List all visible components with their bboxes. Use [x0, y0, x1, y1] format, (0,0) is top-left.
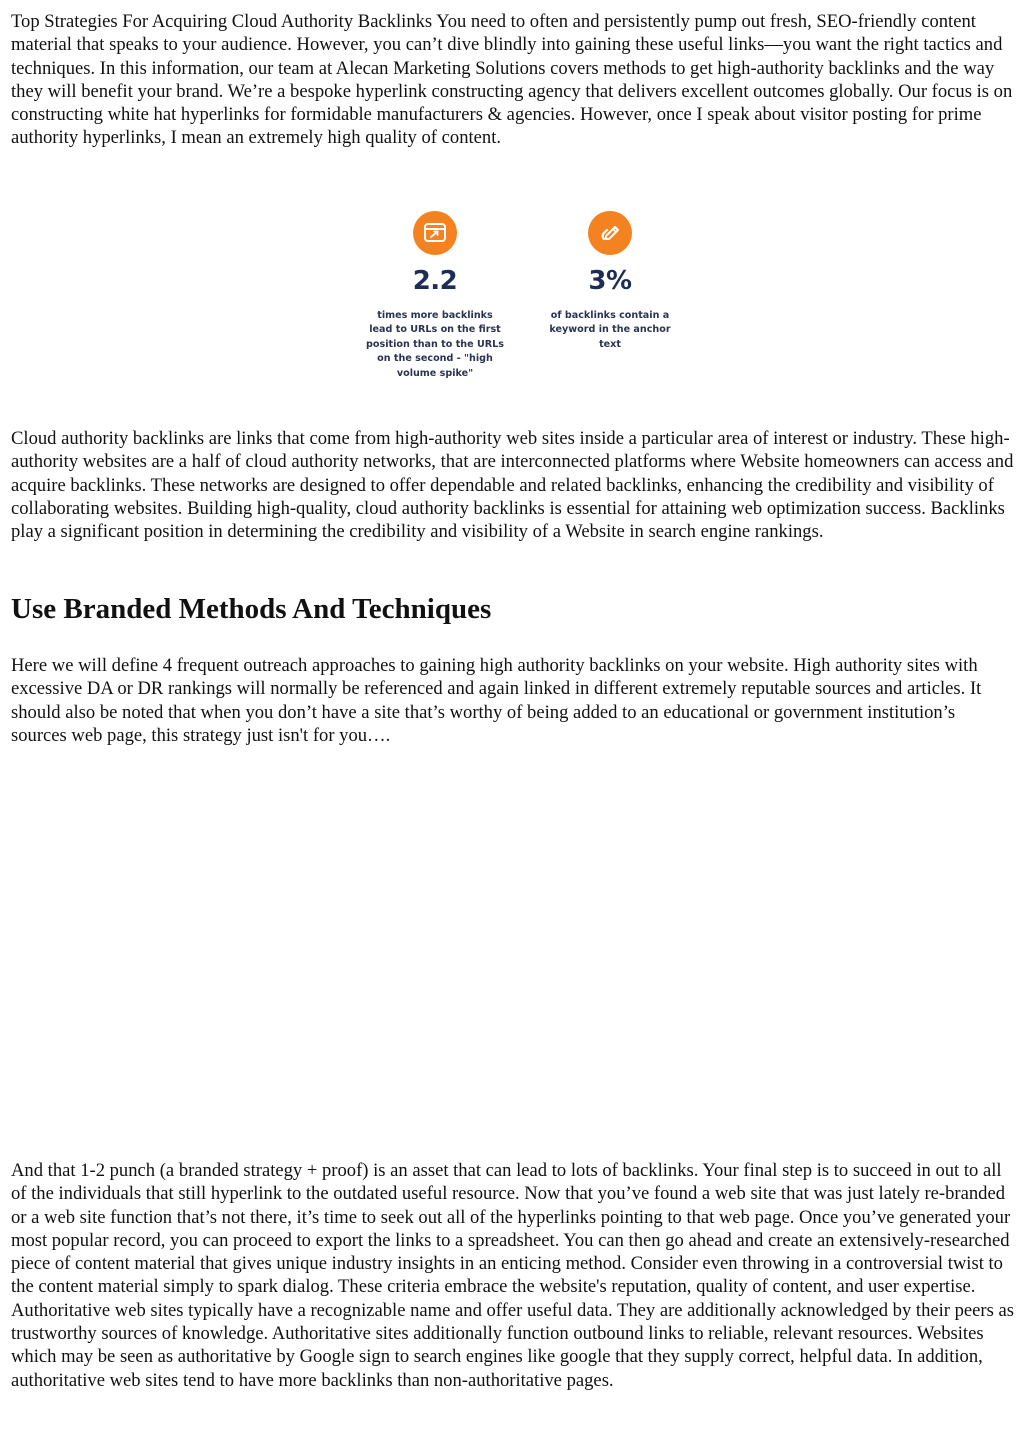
browser-link-icon: [413, 211, 457, 255]
closing-paragraph: And that 1-2 punch (a branded strategy + proof) is an asset that can lead to lots of backlinks. Your final step is to succeed in out to all of the individuals that still hyperlink to the outdated useful resource. Now that you’ve found a web site that was just lately re-branded or a web site function that’s not there, it’s time to seek out all of the hyperlinks pointing to that web page. Once you’ve generated your most popular record, you can proceed to export the links to a spreadsheet. You can then go ahead and create an extensively-researched piece of content material that gives unique industry insights in an enticing method. Consider even throwing in a controversial twist to the content material simply to spark dialog. These criteria embrace the website's reputation, quality of content, and user expertise. Authoritative web sites typically have a recognizable name and offer useful data. They are additionally acknowledged by their peers as trustworthy sources of knowledge. Authoritative sites additionally function outbound links to reliable, relevant resources. Websites which may be seen as authoritative by Google sign to search engines like google that they supply correct, helpful data. In addition, authoritative web sites tend to have more backlinks than non-authoritative pages.: [11, 1160, 1015, 1391]
section-heading: Use Branded Methods And Techniques: [11, 593, 492, 625]
stat-value: 2.2: [412, 266, 458, 296]
stat-keyword-anchor: [535, 205, 685, 352]
intro-paragraph: Top Strategies For Acquiring Cloud Authority Backlinks You need to often and persistently pump out fresh, SEO-friendly content material that speaks to your audience. However, you can’t dive blindly into gaining these useful links—you want the right tactics and techniques. In this information, our team at Alecan Marketing Solutions covers methods to get high-authority backlinks and the way they will benefit your brand. We’re a bespoke hyperlink constructing agency that delivers excellent outcomes globally. Our focus is on constructing white hat hyperlinks for formidable manufacturers & agencies. However, once I speak about visitor posting for prime authority hyperlinks, I mean an extremely high quality of content.: [11, 11, 1013, 149]
outreach-paragraph: Here we will define 4 frequent outreach approaches to gaining high authority backlinks on your website. High authority sites with excessive DA or DR rankings will normally be referenced and again linked in different extremely reputable sources and articles. It should also be noted that when you don’t have a site that’s worthy of being added to an educational or government institution’s sources web page, this strategy just isn't for you….: [11, 655, 982, 746]
stat-value: 3%: [588, 266, 632, 296]
stat-caption: times more backlinks lead to URLs on the first position than to the URLs on the second - "high volume spike": [366, 310, 504, 379]
stats-figure: [351, 205, 691, 390]
stat-caption: of backlinks contain a keyword in the anchor text: [549, 310, 671, 350]
link-pen-icon: [588, 211, 632, 255]
cloud-authority-paragraph: Cloud authority backlinks are links that come from high-authority web sites inside a particular area of interest or industry. These high-authority websites are a half of cloud authority networks, that are interconnected platforms where Website homeowners can access and acquire backlinks. These networks are designed to offer dependable and related backlinks, enhancing the credibility and visibility of collaborating websites. Building high-quality, cloud authority backlinks is essential for attaining web optimization success. Backlinks play a significant position in determining the credibility and visibility of a Website in search engine rankings.: [11, 428, 1014, 543]
stat-backlinks-first-position: [360, 205, 510, 381]
